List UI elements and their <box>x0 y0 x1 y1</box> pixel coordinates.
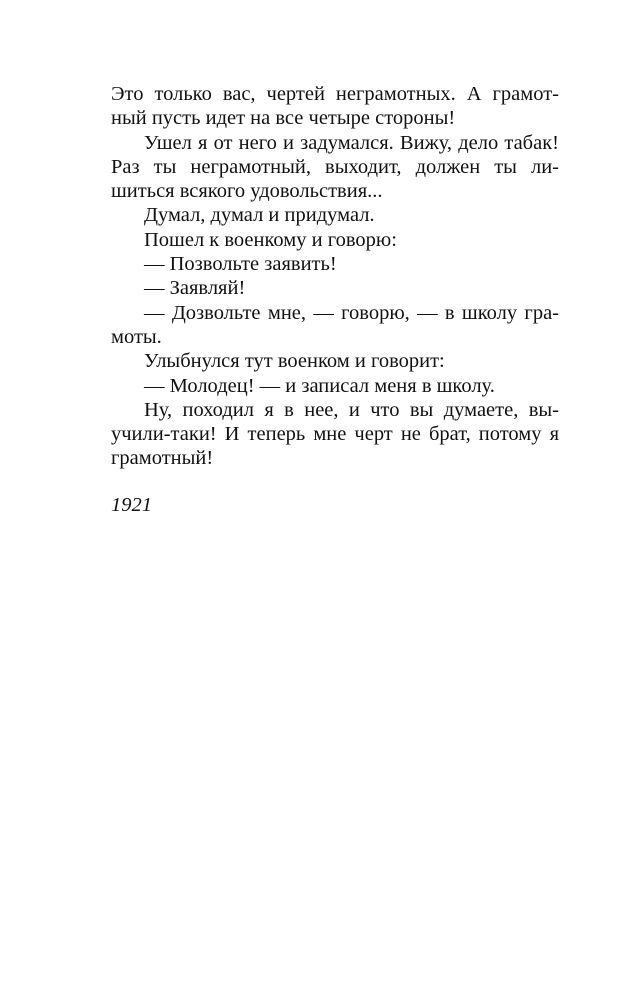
text-line: шиться всякого удовольствия... <box>111 180 383 203</box>
text-line: учили-таки! И теперь мне черт не брат, потому я <box>111 423 559 446</box>
text-line: Пошел к военкому и говорю: <box>144 228 397 251</box>
text-line: Улыбнулся тут военком и говорит: <box>144 350 445 373</box>
text-line: — Дозвольте мне, — говорю, — в школу гра- <box>144 301 559 324</box>
year-date: 1921 <box>111 494 152 516</box>
text-line: Раз ты неграмотный, выходит, должен ты ли- <box>111 155 559 178</box>
text-line: грамотный! <box>111 447 214 470</box>
text-line: — Заявляй! <box>144 277 246 300</box>
text-line: Ну, походил я в нее, и что вы думаете, вы- <box>144 398 559 421</box>
text-line: — Молодец! — и записал меня в школу. <box>144 374 495 397</box>
text-line: — Позвольте заявить! <box>144 253 337 276</box>
text-line: Ушел я от него и задумался. Вижу, дело табак! <box>144 131 559 154</box>
text-line: моты. <box>111 325 162 348</box>
text-line: Думал, думал и придумал. <box>144 204 375 227</box>
text-line: Это только вас, чертей неграмотных. А грамот- <box>111 83 559 105</box>
text-line: ный пусть идет на все четыре стороны! <box>111 107 456 130</box>
story-text <box>111 82 559 471</box>
